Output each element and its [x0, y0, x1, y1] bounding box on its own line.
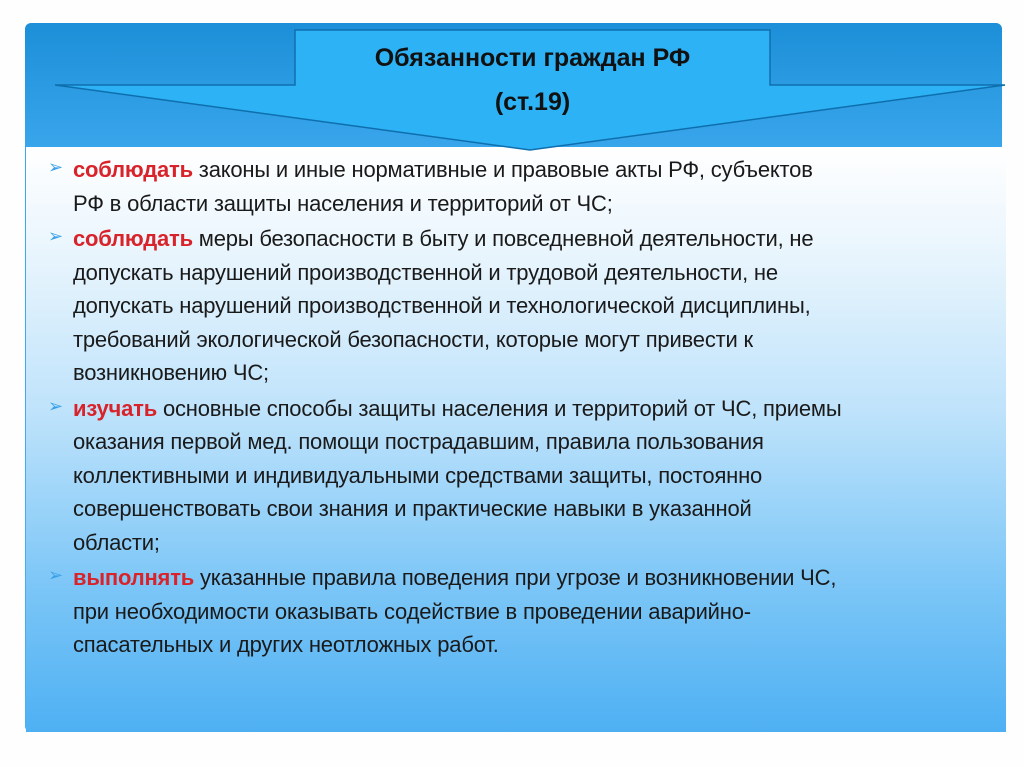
text-line: спасательных и других неотложных работ. — [73, 632, 499, 657]
list-item — [48, 561, 998, 662]
list-item — [48, 222, 998, 390]
text-line: при необходимости оказывать содействие в проведении аварийно- — [73, 598, 751, 624]
keyword: выполнять — [73, 565, 195, 590]
text-line: коллективными и индивидуальными средствами защиты, постоянно — [73, 462, 763, 488]
keyword: соблюдать — [73, 226, 193, 251]
text-line: требований экологической безопасности, которые могут привести к — [73, 326, 753, 352]
text-line: совершенствовать свои знания и практические навыки в указанной — [73, 496, 752, 521]
title-line-2: (ст.19) — [494, 88, 571, 116]
text-line: выполнять указанные правила поведения при угрозе и возникновении ЧС, — [73, 565, 837, 590]
text-line: соблюдать меры безопасности в быту и повседневной деятельности, не — [73, 226, 814, 251]
arrow-bullet-icon: ➢ — [48, 157, 64, 177]
keyword: соблюдать — [73, 157, 193, 182]
text-line: РФ в области защиты населения и территорий от ЧС; — [73, 190, 613, 216]
title-line-1: Обязанности граждан РФ — [374, 44, 691, 72]
text-line: допускать нарушений производственной и трудовой деятельности, не — [73, 259, 778, 285]
list-item — [48, 392, 998, 560]
text-line: соблюдать законы и иные нормативные и правовые акты РФ, субъектов — [73, 157, 813, 182]
text-line: изучать основные способы защиты населения и территорий от ЧС, приемы — [73, 395, 842, 421]
text-line: оказания первой мед. помощи пострадавшим, правила пользования — [73, 429, 764, 454]
slide-title — [295, 36, 770, 124]
text-line: допускать нарушений производственной и технологической дисциплины, — [73, 293, 811, 318]
text-line: возникновению ЧС; — [73, 360, 269, 385]
keyword: изучать — [73, 395, 158, 421]
duties-list — [48, 153, 998, 664]
list-item — [48, 153, 998, 220]
arrow-bullet-icon: ➢ — [48, 395, 64, 416]
arrow-bullet-icon: ➢ — [48, 565, 64, 585]
text-line: области; — [73, 529, 160, 555]
arrow-bullet-icon: ➢ — [48, 226, 64, 246]
